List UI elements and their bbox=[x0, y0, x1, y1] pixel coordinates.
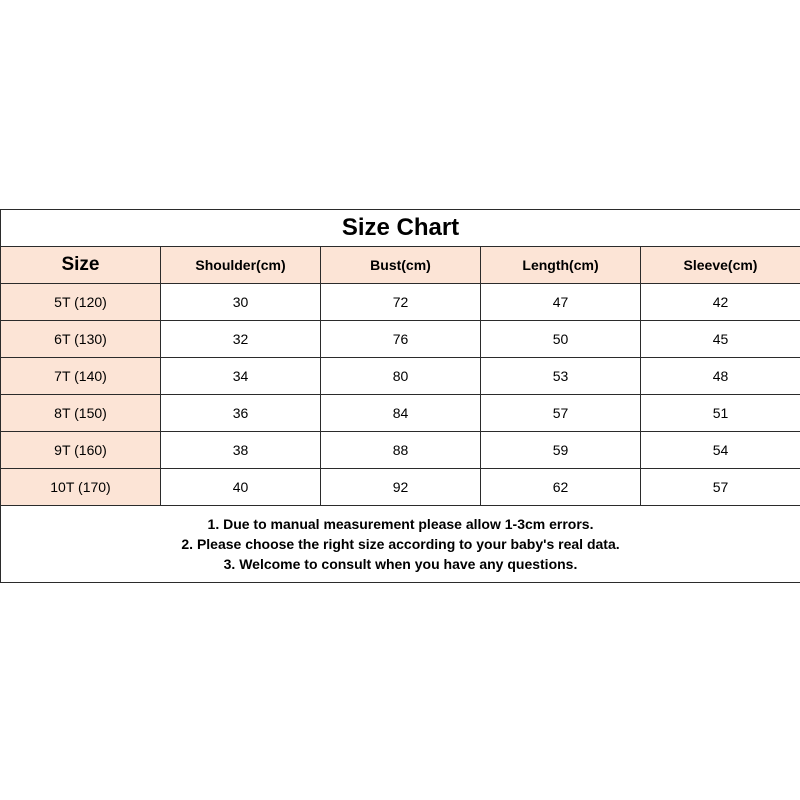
note-line: 1. Due to manual measurement please allow 1-3cm errors. bbox=[207, 516, 594, 532]
sleeve-cell: 45 bbox=[641, 321, 800, 358]
header-row bbox=[1, 247, 800, 284]
column-header-shoulder: Shoulder(cm) bbox=[161, 247, 321, 284]
length-cell: 57 bbox=[481, 395, 641, 432]
length-cell: 59 bbox=[481, 432, 641, 469]
table-row bbox=[1, 469, 800, 506]
bust-cell: 88 bbox=[321, 432, 481, 469]
length-cell: 47 bbox=[481, 284, 641, 321]
note-line: 3. Welcome to consult when you have any questions. bbox=[223, 556, 578, 572]
column-header-sleeve: Sleeve(cm) bbox=[641, 247, 800, 284]
size-chart bbox=[0, 209, 800, 583]
bust-cell: 72 bbox=[321, 284, 481, 321]
shoulder-cell: 30 bbox=[161, 284, 321, 321]
size-cell: 9T (160) bbox=[1, 432, 161, 469]
length-cell: 50 bbox=[481, 321, 641, 358]
shoulder-cell: 40 bbox=[161, 469, 321, 506]
size-cell: 7T (140) bbox=[1, 358, 161, 395]
sleeve-cell: 51 bbox=[641, 395, 800, 432]
bust-cell: 76 bbox=[321, 321, 481, 358]
bust-cell: 92 bbox=[321, 469, 481, 506]
table-row bbox=[1, 395, 800, 432]
sleeve-cell: 54 bbox=[641, 432, 800, 469]
shoulder-cell: 34 bbox=[161, 358, 321, 395]
chart-title: Size Chart bbox=[1, 210, 800, 247]
column-header-bust: Bust(cm) bbox=[321, 247, 481, 284]
sleeve-cell: 42 bbox=[641, 284, 800, 321]
notes-row bbox=[1, 506, 800, 583]
column-header-length: Length(cm) bbox=[481, 247, 641, 284]
size-table bbox=[0, 209, 800, 583]
size-cell: 8T (150) bbox=[1, 395, 161, 432]
notes bbox=[1, 506, 800, 583]
column-header-size: Size bbox=[1, 247, 161, 284]
table-row bbox=[1, 321, 800, 358]
length-cell: 53 bbox=[481, 358, 641, 395]
size-cell: 5T (120) bbox=[1, 284, 161, 321]
table-row bbox=[1, 284, 800, 321]
table-row bbox=[1, 358, 800, 395]
sleeve-cell: 57 bbox=[641, 469, 800, 506]
table-row bbox=[1, 432, 800, 469]
title-row bbox=[1, 210, 800, 247]
length-cell: 62 bbox=[481, 469, 641, 506]
shoulder-cell: 36 bbox=[161, 395, 321, 432]
shoulder-cell: 38 bbox=[161, 432, 321, 469]
shoulder-cell: 32 bbox=[161, 321, 321, 358]
size-cell: 6T (130) bbox=[1, 321, 161, 358]
note-line: 2. Please choose the right size according to your baby's real data. bbox=[181, 536, 620, 552]
bust-cell: 80 bbox=[321, 358, 481, 395]
sleeve-cell: 48 bbox=[641, 358, 800, 395]
bust-cell: 84 bbox=[321, 395, 481, 432]
size-cell: 10T (170) bbox=[1, 469, 161, 506]
